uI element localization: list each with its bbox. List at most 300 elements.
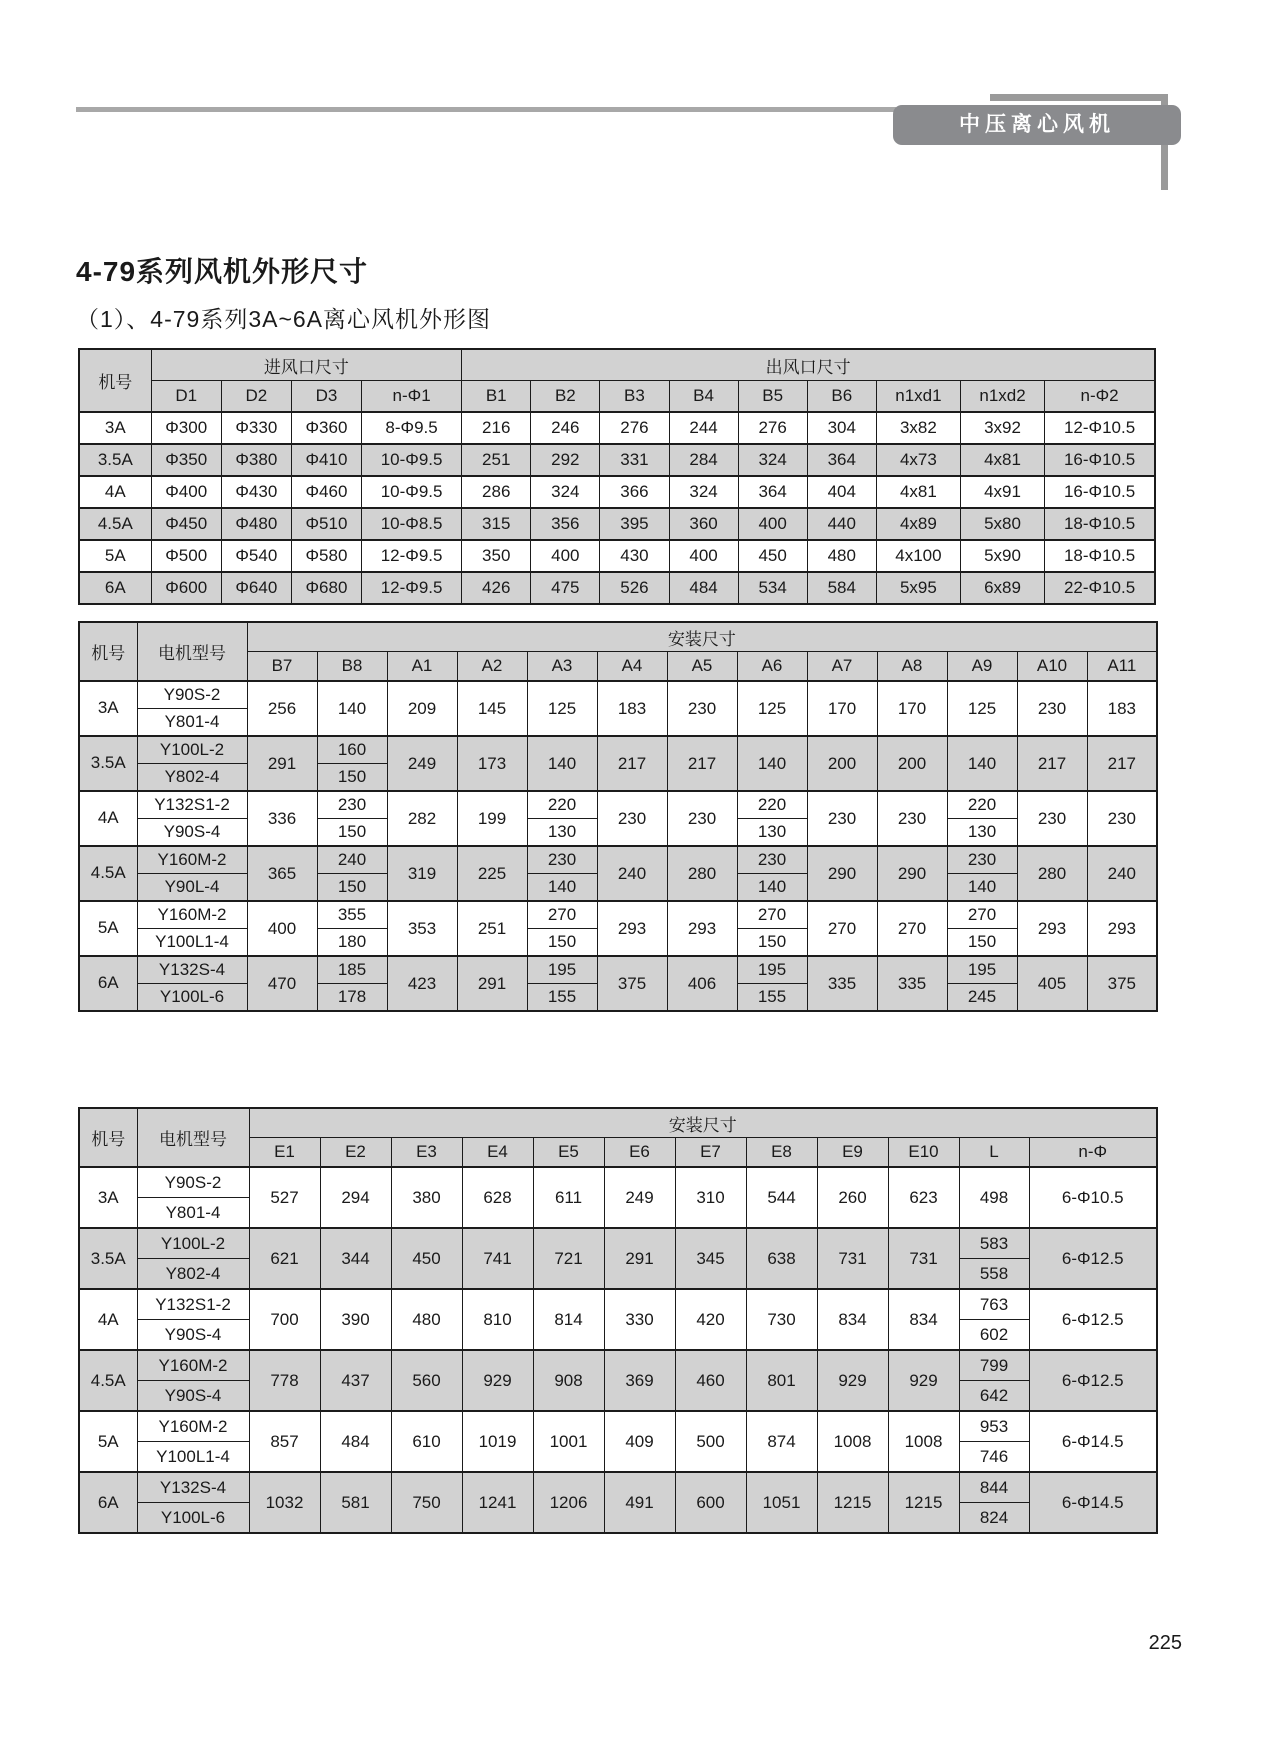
value-cell: 173 (457, 736, 527, 791)
value-cell: 600 (675, 1472, 746, 1533)
value-cell: 1215 (888, 1472, 959, 1533)
motor-cell: Y801-4 (137, 709, 247, 737)
motor-cell: Y100L-6 (137, 984, 247, 1012)
value-cell: 183 (597, 681, 667, 736)
value-cell: 125 (947, 681, 1017, 736)
value-cell: 560 (391, 1350, 462, 1411)
value-cell: 276 (600, 412, 669, 444)
value-cell-bottom: 178 (317, 984, 387, 1012)
value-cell-top: 195 (947, 956, 1017, 984)
value-cell: 125 (527, 681, 597, 736)
value-cell: 623 (888, 1167, 959, 1228)
value-cell: 293 (1087, 901, 1157, 956)
value-cell: 1215 (817, 1472, 888, 1533)
machine-cell (79, 1167, 137, 1228)
table-row (79, 1289, 1157, 1320)
value-cell: 1019 (462, 1411, 533, 1472)
value-cell: Φ430 (221, 476, 291, 508)
value-cell: 430 (600, 540, 669, 572)
machine-cell (79, 956, 137, 1011)
value-cell: 423 (387, 956, 457, 1011)
corner-line-horizontal (990, 94, 1168, 101)
motor-cell: Y801-4 (137, 1198, 249, 1229)
motor-cell: Y160M-2 (137, 901, 247, 929)
value-cell: 460 (675, 1350, 746, 1411)
value-cell: 857 (249, 1411, 320, 1472)
inlet-outlet-dimensions-table-wrap (78, 348, 1156, 605)
value-cell: 420 (675, 1289, 746, 1350)
col-header: n1xd1 (876, 381, 960, 413)
value-cell: 3x92 (960, 412, 1044, 444)
value-cell: 282 (387, 791, 457, 846)
value-cell: 145 (457, 681, 527, 736)
machine-cell: 3A (79, 412, 151, 444)
value-cell: Φ380 (221, 444, 291, 476)
value-cell: 125 (737, 681, 807, 736)
motor-cell: Y100L-6 (137, 1503, 249, 1534)
value-cell: 526 (600, 572, 669, 604)
value-cell: 437 (320, 1350, 391, 1411)
col-header: A8 (877, 652, 947, 682)
value-cell: 230 (1017, 791, 1087, 846)
value-cell: 440 (807, 508, 876, 540)
machine-cell: 6A (79, 572, 151, 604)
value-cell: 364 (807, 444, 876, 476)
value-cell-top: 230 (947, 846, 1017, 874)
motor-cell: Y132S-4 (137, 1472, 249, 1503)
value-cell: 199 (457, 791, 527, 846)
value-cell: 1206 (533, 1472, 604, 1533)
col-header: A11 (1087, 652, 1157, 682)
value-cell-bottom: 140 (737, 874, 807, 902)
table-row (79, 1228, 1157, 1259)
machine-cell: 4.5A (79, 508, 151, 540)
value-cell-top: 844 (959, 1472, 1029, 1503)
value-cell: 1008 (888, 1411, 959, 1472)
col-header: E1 (249, 1138, 320, 1168)
col-header: B2 (531, 381, 600, 413)
value-cell: 331 (600, 444, 669, 476)
value-cell: 5x95 (876, 572, 960, 604)
value-cell: 18-Φ10.5 (1045, 540, 1155, 572)
col-header: L (959, 1138, 1029, 1168)
value-cell: 230 (1017, 681, 1087, 736)
value-cell: 246 (531, 412, 600, 444)
motor-cell: Y160M-2 (137, 846, 247, 874)
value-cell: 364 (738, 476, 807, 508)
col-header: E5 (533, 1138, 604, 1168)
value-cell: 491 (604, 1472, 675, 1533)
group-header: 安装尺寸 (249, 1108, 1157, 1138)
machine-label: 4A (97, 808, 119, 828)
table-row (79, 846, 1157, 874)
table-header (79, 1108, 1157, 1167)
value-cell: 216 (462, 412, 531, 444)
group-header: 安装尺寸 (247, 622, 1157, 652)
value-cell: 874 (746, 1411, 817, 1472)
col-header: E3 (391, 1138, 462, 1168)
value-cell: 406 (667, 956, 737, 1011)
motor-cell: Y90L-4 (137, 874, 247, 902)
value-cell: 315 (462, 508, 531, 540)
value-cell: 475 (531, 572, 600, 604)
value-cell: Φ580 (291, 540, 361, 572)
value-cell: Φ540 (221, 540, 291, 572)
value-cell: 450 (738, 540, 807, 572)
col-header: B8 (317, 652, 387, 682)
value-cell: 344 (320, 1228, 391, 1289)
col-header: E4 (462, 1138, 533, 1168)
machine-label: 3A (97, 1187, 119, 1207)
value-cell: 270 (807, 901, 877, 956)
table-row (79, 681, 1157, 709)
value-cell: 404 (807, 476, 876, 508)
value-cell: 638 (746, 1228, 817, 1289)
table-row (79, 956, 1157, 984)
machine-cell: 3.5A (79, 444, 151, 476)
value-cell: 730 (746, 1289, 817, 1350)
value-cell: 4x89 (876, 508, 960, 540)
machine-cell (79, 1472, 137, 1533)
value-cell: 140 (527, 736, 597, 791)
col-header: E10 (888, 1138, 959, 1168)
value-cell: 10-Φ9.5 (362, 476, 462, 508)
value-cell: 395 (600, 508, 669, 540)
value-cell-bottom: 140 (947, 874, 1017, 902)
value-cell: 183 (1087, 681, 1157, 736)
value-cell-bottom: 150 (737, 929, 807, 957)
value-cell: 251 (462, 444, 531, 476)
value-cell: 409 (604, 1411, 675, 1472)
value-cell-bottom: 824 (959, 1503, 1029, 1534)
group-header: 进风口尺寸 (151, 349, 462, 381)
value-cell: 345 (675, 1228, 746, 1289)
value-cell: 225 (457, 846, 527, 901)
value-cell: 356 (531, 508, 600, 540)
col-header: B5 (738, 381, 807, 413)
value-cell: 480 (807, 540, 876, 572)
value-cell: 251 (457, 901, 527, 956)
table-row (79, 1472, 1157, 1503)
value-cell: 330 (604, 1289, 675, 1350)
machine-label: 6A (97, 1492, 119, 1512)
value-cell: 170 (877, 681, 947, 736)
value-cell: 380 (391, 1167, 462, 1228)
col-header: n-Φ1 (362, 381, 462, 413)
value-cell: 350 (462, 540, 531, 572)
value-cell: 360 (669, 508, 738, 540)
value-cell: 324 (738, 444, 807, 476)
value-cell: 335 (807, 956, 877, 1011)
mounting-dimensions-e-table-wrap (78, 1107, 1158, 1534)
mounting-dimensions-a-table (78, 621, 1158, 1012)
machine-cell (79, 1289, 137, 1350)
value-cell: 140 (947, 736, 1017, 791)
value-cell-top: 185 (317, 956, 387, 984)
value-cell-top: 220 (527, 791, 597, 819)
motor-cell: Y132S1-2 (137, 791, 247, 819)
value-cell: 200 (807, 736, 877, 791)
value-cell: 292 (531, 444, 600, 476)
section-badge: 中压离心风机 (893, 105, 1181, 145)
machine-cell: 5A (79, 540, 151, 572)
col-header: E6 (604, 1138, 675, 1168)
value-cell-top: 195 (527, 956, 597, 984)
value-cell-top: 953 (959, 1411, 1029, 1442)
value-cell-top: 583 (959, 1228, 1029, 1259)
value-cell: Φ360 (291, 412, 361, 444)
table-row (79, 1411, 1157, 1442)
value-cell: 140 (317, 681, 387, 736)
value-cell-top: 230 (317, 791, 387, 819)
value-cell: Φ350 (151, 444, 221, 476)
motor-cell: Y132S1-2 (137, 1289, 249, 1320)
col-header: A4 (597, 652, 667, 682)
value-cell: Φ480 (221, 508, 291, 540)
value-cell: 12-Φ10.5 (1045, 412, 1155, 444)
table-row (79, 901, 1157, 929)
value-cell: Φ330 (221, 412, 291, 444)
table-row (79, 349, 1155, 381)
value-cell-bottom: 602 (959, 1320, 1029, 1351)
table-row (79, 736, 1157, 764)
value-cell: 908 (533, 1350, 604, 1411)
col-header: B1 (462, 381, 531, 413)
col-header: n1xd2 (960, 381, 1044, 413)
value-cell: 353 (387, 901, 457, 956)
table-header (79, 622, 1157, 681)
value-cell: 276 (738, 412, 807, 444)
value-cell: 290 (807, 846, 877, 901)
value-cell: 16-Φ10.5 (1045, 444, 1155, 476)
col-header: E7 (675, 1138, 746, 1168)
value-cell-top: 270 (947, 901, 1017, 929)
page-title: 4-79系列风机外形尺寸 (76, 256, 369, 287)
col-header: D2 (221, 381, 291, 413)
value-cell-top: 270 (737, 901, 807, 929)
motor-cell: Y160M-2 (137, 1350, 249, 1381)
header-rule (76, 107, 896, 112)
machine-cell (79, 791, 137, 846)
value-cell: 4x100 (876, 540, 960, 572)
col-header: E2 (320, 1138, 391, 1168)
value-cell-bottom: 130 (737, 819, 807, 847)
value-cell: Φ640 (221, 572, 291, 604)
machine-label: 4A (97, 1309, 119, 1329)
col-header: A10 (1017, 652, 1087, 682)
value-cell: 6-Φ14.5 (1029, 1411, 1157, 1472)
col-header: A9 (947, 652, 1017, 682)
motor-cell: Y802-4 (137, 1259, 249, 1290)
value-cell: 286 (462, 476, 531, 508)
value-cell-top: 240 (317, 846, 387, 874)
value-cell-bottom: 155 (737, 984, 807, 1012)
value-cell: 1032 (249, 1472, 320, 1533)
value-cell: 209 (387, 681, 457, 736)
machine-label: 3A (97, 698, 119, 718)
machine-label: 6A (97, 973, 119, 993)
value-cell: 375 (597, 956, 667, 1011)
machine-cell: 4A (79, 476, 151, 508)
value-cell: 249 (604, 1167, 675, 1228)
page-number: 225 (1148, 1632, 1182, 1654)
value-cell: 18-Φ10.5 (1045, 508, 1155, 540)
value-cell: 10-Φ8.5 (362, 508, 462, 540)
value-cell: 731 (888, 1228, 959, 1289)
value-cell: 610 (391, 1411, 462, 1472)
value-cell: 405 (1017, 956, 1087, 1011)
value-cell: 217 (667, 736, 737, 791)
motor-cell: Y100L1-4 (137, 929, 247, 957)
value-cell: 1241 (462, 1472, 533, 1533)
value-cell: 6-Φ12.5 (1029, 1289, 1157, 1350)
col-header: n-Φ (1029, 1138, 1157, 1168)
table-row (79, 622, 1157, 652)
motor-cell: Y100L1-4 (137, 1442, 249, 1473)
value-cell: 621 (249, 1228, 320, 1289)
value-cell: 256 (247, 681, 317, 736)
machine-label: 5A (97, 1431, 119, 1451)
value-cell-bottom: 642 (959, 1381, 1029, 1412)
value-cell: 294 (320, 1167, 391, 1228)
value-cell: 304 (807, 412, 876, 444)
value-cell-bottom: 150 (317, 764, 387, 792)
value-cell: 291 (247, 736, 317, 791)
value-cell: 1001 (533, 1411, 604, 1472)
col-header: E9 (817, 1138, 888, 1168)
machine-label: 5A (97, 918, 119, 938)
value-cell: 240 (1087, 846, 1157, 901)
value-cell: 484 (669, 572, 738, 604)
value-cell: 12-Φ9.5 (362, 572, 462, 604)
motor-cell: Y90S-4 (137, 1320, 249, 1351)
value-cell-top: 160 (317, 736, 387, 764)
col-header: A1 (387, 652, 457, 682)
value-cell: 929 (888, 1350, 959, 1411)
value-cell: 22-Φ10.5 (1045, 572, 1155, 604)
table-row (79, 508, 1155, 540)
value-cell: 3x82 (876, 412, 960, 444)
value-cell: 375 (1087, 956, 1157, 1011)
col-header: B6 (807, 381, 876, 413)
col-header: D3 (291, 381, 361, 413)
value-cell: 400 (738, 508, 807, 540)
table-header (79, 349, 1155, 412)
value-cell-top: 355 (317, 901, 387, 929)
value-cell: Φ510 (291, 508, 361, 540)
value-cell: 217 (1017, 736, 1087, 791)
group-header: 出风口尺寸 (462, 349, 1155, 381)
table-row (79, 572, 1155, 604)
value-cell: 260 (817, 1167, 888, 1228)
value-cell: Φ300 (151, 412, 221, 444)
value-cell-bottom: 150 (527, 929, 597, 957)
value-cell-top: 230 (737, 846, 807, 874)
value-cell: 527 (249, 1167, 320, 1228)
col-header: A2 (457, 652, 527, 682)
value-cell: 721 (533, 1228, 604, 1289)
value-cell: 6x89 (960, 572, 1044, 604)
motor-cell: Y802-4 (137, 764, 247, 792)
value-cell: 336 (247, 791, 317, 846)
value-cell-bottom: 150 (317, 874, 387, 902)
value-cell: 230 (597, 791, 667, 846)
mounting-dimensions-e-table (78, 1107, 1158, 1534)
value-cell: 369 (604, 1350, 675, 1411)
col-header: B3 (600, 381, 669, 413)
col-header-motor: 电机型号 (137, 622, 247, 681)
value-cell: 365 (247, 846, 317, 901)
value-cell-top: 799 (959, 1350, 1029, 1381)
value-cell: 400 (247, 901, 317, 956)
value-cell: 584 (807, 572, 876, 604)
value-cell: 400 (669, 540, 738, 572)
machine-label: 3.5A (90, 753, 126, 773)
col-header: A7 (807, 652, 877, 682)
value-cell: 534 (738, 572, 807, 604)
value-cell: 810 (462, 1289, 533, 1350)
value-cell: 611 (533, 1167, 604, 1228)
value-cell: 270 (877, 901, 947, 956)
value-cell: Φ500 (151, 540, 221, 572)
value-cell: 814 (533, 1289, 604, 1350)
value-cell-top: 220 (737, 791, 807, 819)
value-cell: 834 (888, 1289, 959, 1350)
value-cell: 834 (817, 1289, 888, 1350)
value-cell: 741 (462, 1228, 533, 1289)
value-cell: 5x80 (960, 508, 1044, 540)
value-cell: 280 (667, 846, 737, 901)
value-cell: 581 (320, 1472, 391, 1533)
value-cell: Φ680 (291, 572, 361, 604)
value-cell: Φ600 (151, 572, 221, 604)
value-cell-bottom: 180 (317, 929, 387, 957)
col-header: A5 (667, 652, 737, 682)
motor-cell: Y160M-2 (137, 1411, 249, 1442)
value-cell: 470 (247, 956, 317, 1011)
value-cell: 4x81 (960, 444, 1044, 476)
value-cell: 230 (807, 791, 877, 846)
table-row (79, 540, 1155, 572)
value-cell: 140 (737, 736, 807, 791)
value-cell: 6-Φ14.5 (1029, 1472, 1157, 1533)
value-cell-top: 220 (947, 791, 1017, 819)
col-header: n-Φ2 (1045, 381, 1155, 413)
value-cell: 4x91 (960, 476, 1044, 508)
table-body (79, 412, 1155, 604)
value-cell: 1051 (746, 1472, 817, 1533)
table-row (79, 412, 1155, 444)
machine-label: 4.5A (90, 1370, 126, 1390)
value-cell: 4x81 (876, 476, 960, 508)
col-header: D1 (151, 381, 221, 413)
value-cell: 801 (746, 1350, 817, 1411)
value-cell-bottom: 130 (947, 819, 1017, 847)
value-cell-bottom: 746 (959, 1442, 1029, 1473)
col-header: E8 (746, 1138, 817, 1168)
table-row (79, 381, 1155, 413)
machine-label: 3.5A (90, 1248, 126, 1268)
machine-cell (79, 736, 137, 791)
value-cell: 293 (667, 901, 737, 956)
machine-label: 4.5A (90, 863, 126, 883)
value-cell: 731 (817, 1228, 888, 1289)
value-cell-bottom: 150 (317, 819, 387, 847)
value-cell: Φ410 (291, 444, 361, 476)
value-cell: 249 (387, 736, 457, 791)
col-header: B7 (247, 652, 317, 682)
value-cell-top: 195 (737, 956, 807, 984)
